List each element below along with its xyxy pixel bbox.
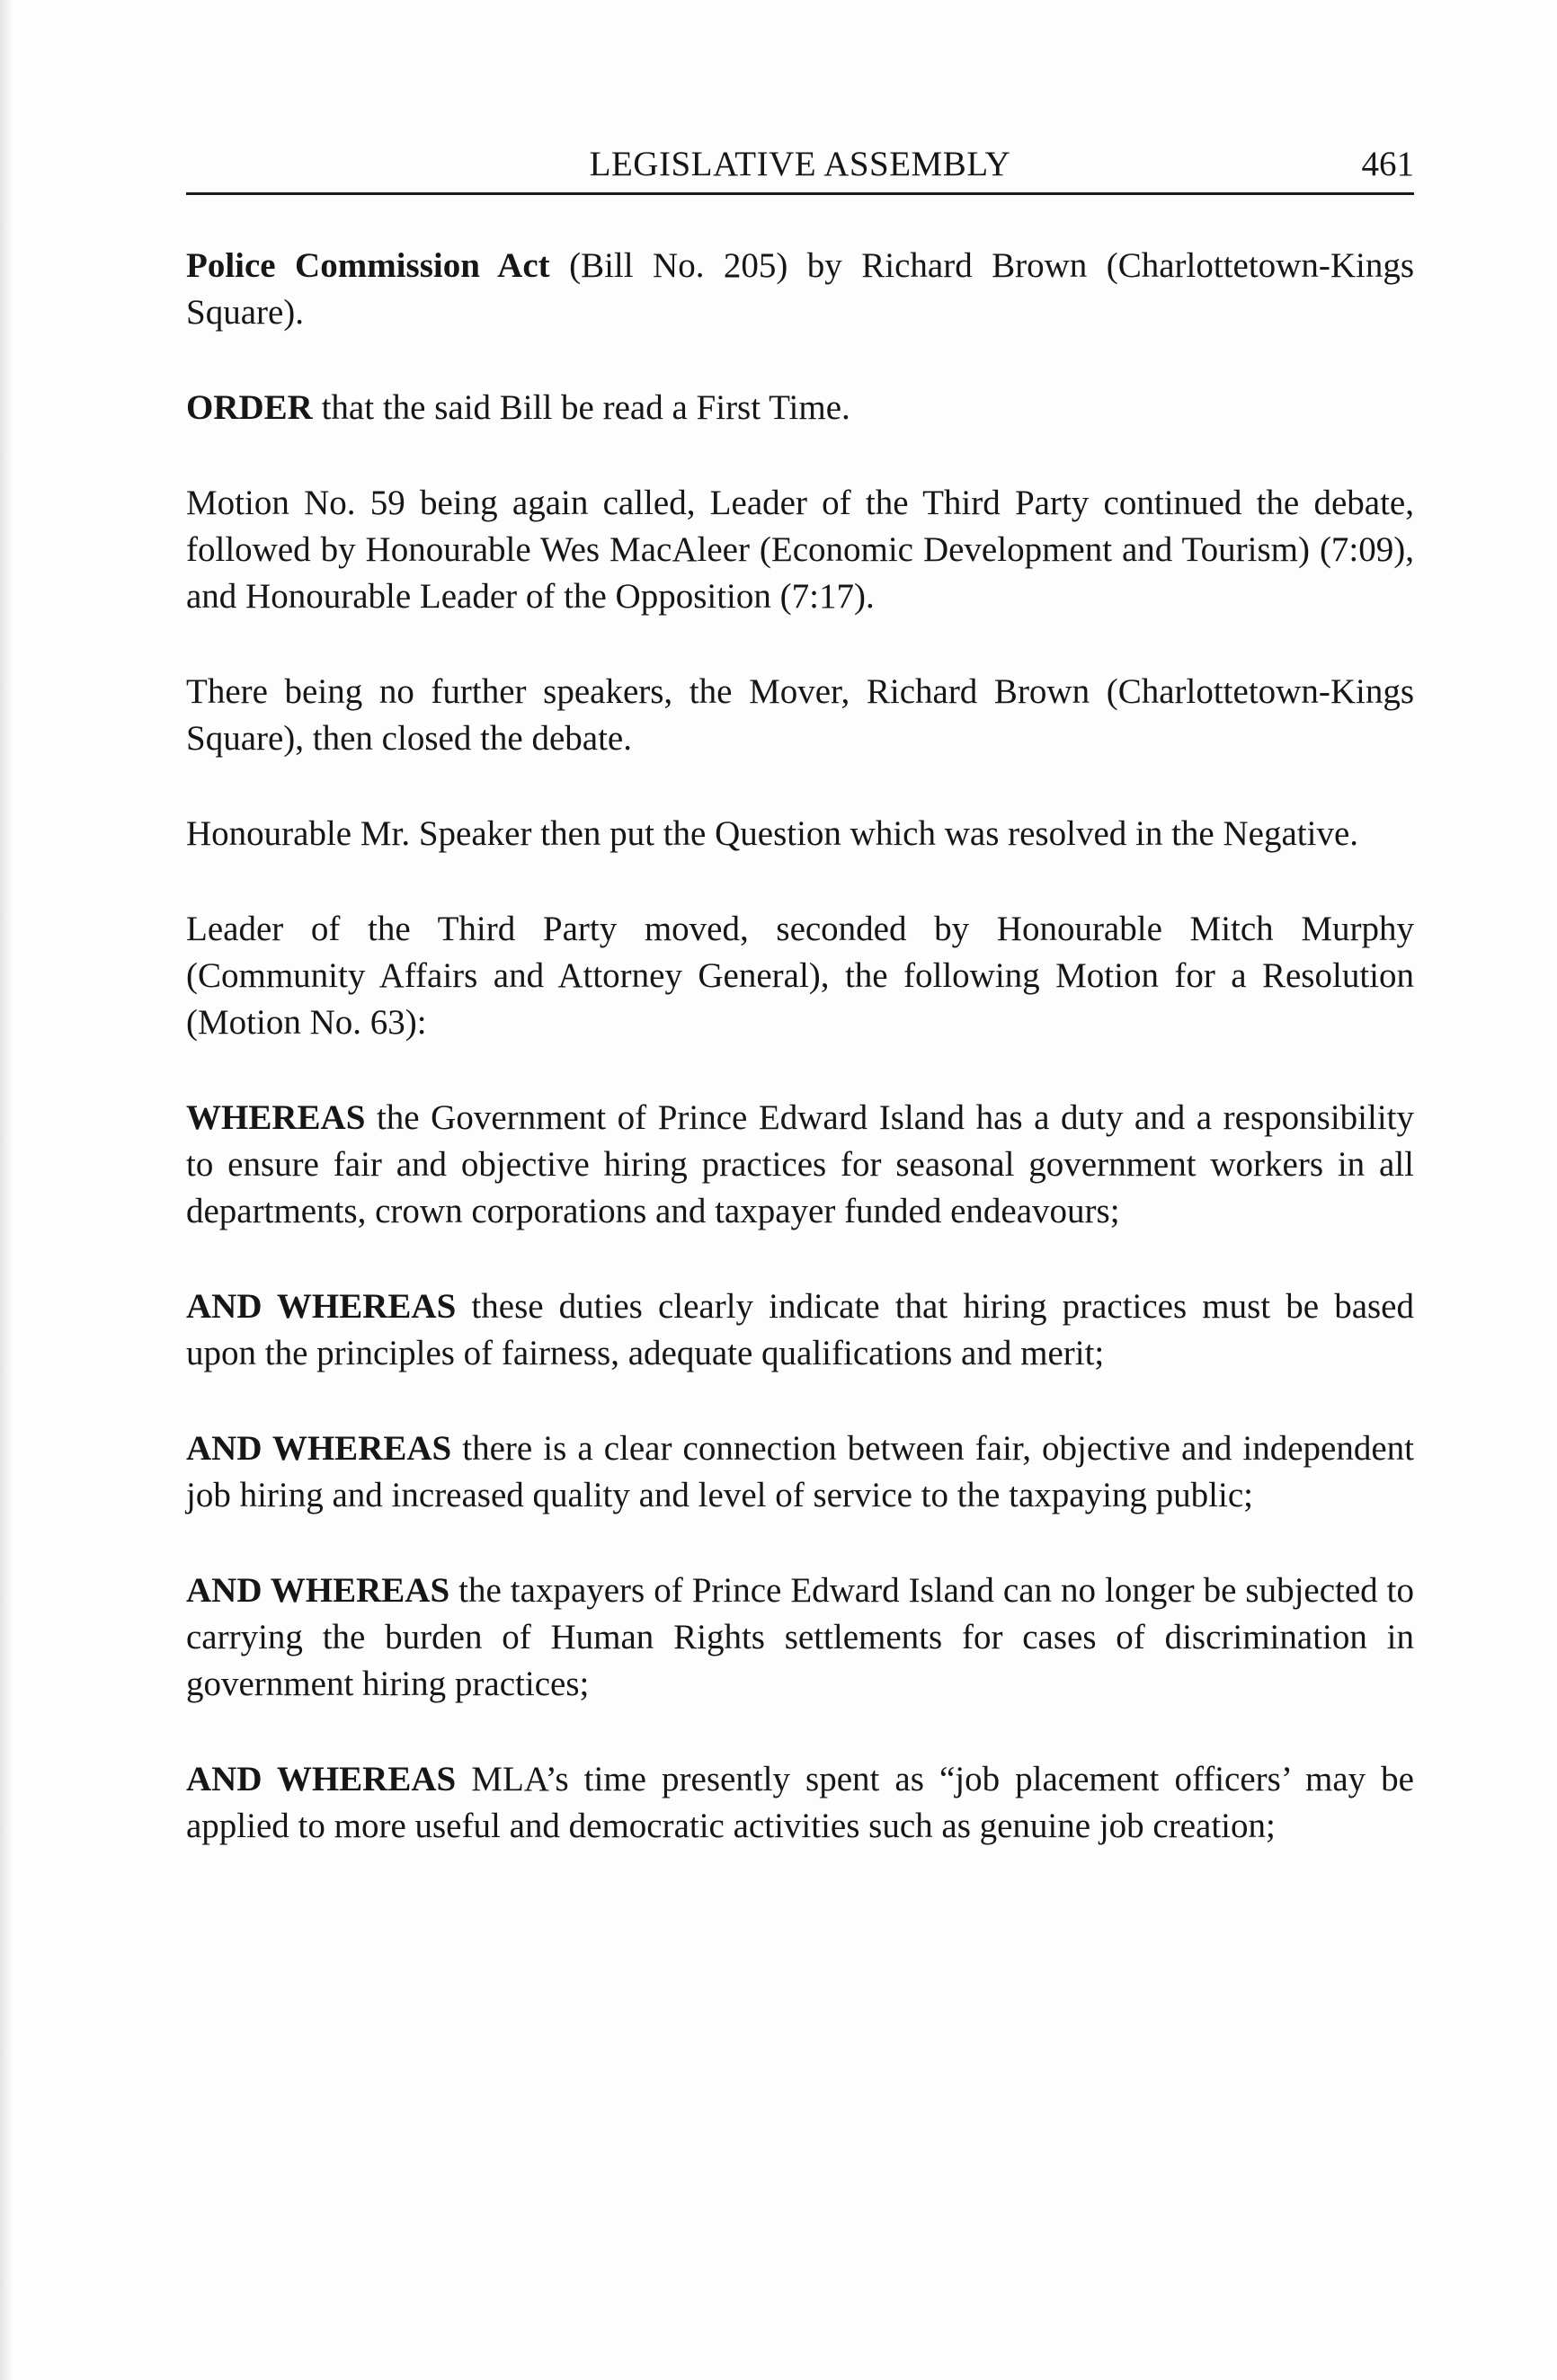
paragraph-text: these duties clearly indicate that hiring practices must be based upon the principles of fairness, adequate qualifications and merit; bbox=[186, 1287, 1414, 1372]
paragraph-and-whereas-connection bbox=[186, 1425, 1414, 1519]
paragraph-lead: ORDER bbox=[186, 388, 313, 427]
paragraph-and-whereas-taxpayers bbox=[186, 1567, 1414, 1708]
paragraph-whereas bbox=[186, 1095, 1414, 1235]
paragraph-and-whereas-mla-time bbox=[186, 1756, 1414, 1850]
paragraph-text: There being no further speakers, the Mover, Richard Brown (Charlottetown-Kings Square), then closed the debate. bbox=[186, 672, 1414, 758]
paragraph-text: (Bill No. 205) by Richard Brown (Charlottetown-Kings Square). bbox=[186, 246, 1415, 332]
paragraph-lead: AND WHEREAS bbox=[186, 1571, 450, 1610]
paragraph-motion-moved bbox=[186, 906, 1414, 1046]
header-rule bbox=[186, 192, 1414, 195]
document-body bbox=[186, 243, 1414, 1898]
paragraph-lead: WHEREAS bbox=[186, 1098, 366, 1137]
paragraph-question-resolved bbox=[186, 811, 1414, 857]
header-title: LEGISLATIVE ASSEMBLY bbox=[589, 145, 1011, 183]
paragraph-order bbox=[186, 385, 1414, 431]
paragraph-text: there is a clear connection between fair, objective and independent job hiring and increased quality and level of service to the taxpaying public; bbox=[186, 1429, 1414, 1514]
paragraph-lead: AND WHEREAS bbox=[186, 1760, 457, 1798]
paragraph-text: Honourable Mr. Speaker then put the Question which was resolved in the Negative. bbox=[186, 814, 1359, 853]
paragraph-text: Leader of the Third Party moved, seconded by Honourable Mitch Murphy (Community Affairs and Attorney General), the following Motion for a Resolution (Motion No. 63): bbox=[186, 910, 1414, 1042]
paragraph-and-whereas-duties bbox=[186, 1283, 1414, 1377]
page-edge-shadow bbox=[0, 0, 13, 2380]
paragraph-text: the taxpayers of Prince Edward Island can no longer be subjected to carrying the burden of Human Rights settlements for cases of discrimination in government hiring practices; bbox=[186, 1571, 1415, 1703]
paragraph-text: that the said Bill be read a First Time. bbox=[312, 388, 850, 427]
paragraph-motion-debate bbox=[186, 480, 1414, 620]
paragraph-text: MLA’s time presently spent as “job placement officers’ may be applied to more useful and democratic activities such as genuine job creation; bbox=[186, 1760, 1414, 1845]
paragraph-lead: Police Commission Act bbox=[186, 246, 550, 285]
paragraph-lead: AND WHEREAS bbox=[186, 1429, 452, 1468]
paragraph-lead: AND WHEREAS bbox=[186, 1287, 457, 1326]
paragraph-debate-closed bbox=[186, 669, 1414, 762]
paragraph-text: the Government of Prince Edward Island has a duty and a responsibility to ensure fair and objective hiring practices for seasonal government workers in all departments, crown corporations and taxpayer funded endeavours; bbox=[186, 1098, 1414, 1230]
page-number: 461 bbox=[1361, 145, 1414, 183]
page-header bbox=[186, 135, 1414, 194]
paragraph-text: Motion No. 59 being again called, Leader of the Third Party continued the debate, followed by Honourable Wes MacAleer (Economic Development and Tourism) (7:09), and Honourable Leader of the Opposition (7:17). bbox=[186, 484, 1414, 616]
paragraph-bill-introduction bbox=[186, 243, 1414, 336]
